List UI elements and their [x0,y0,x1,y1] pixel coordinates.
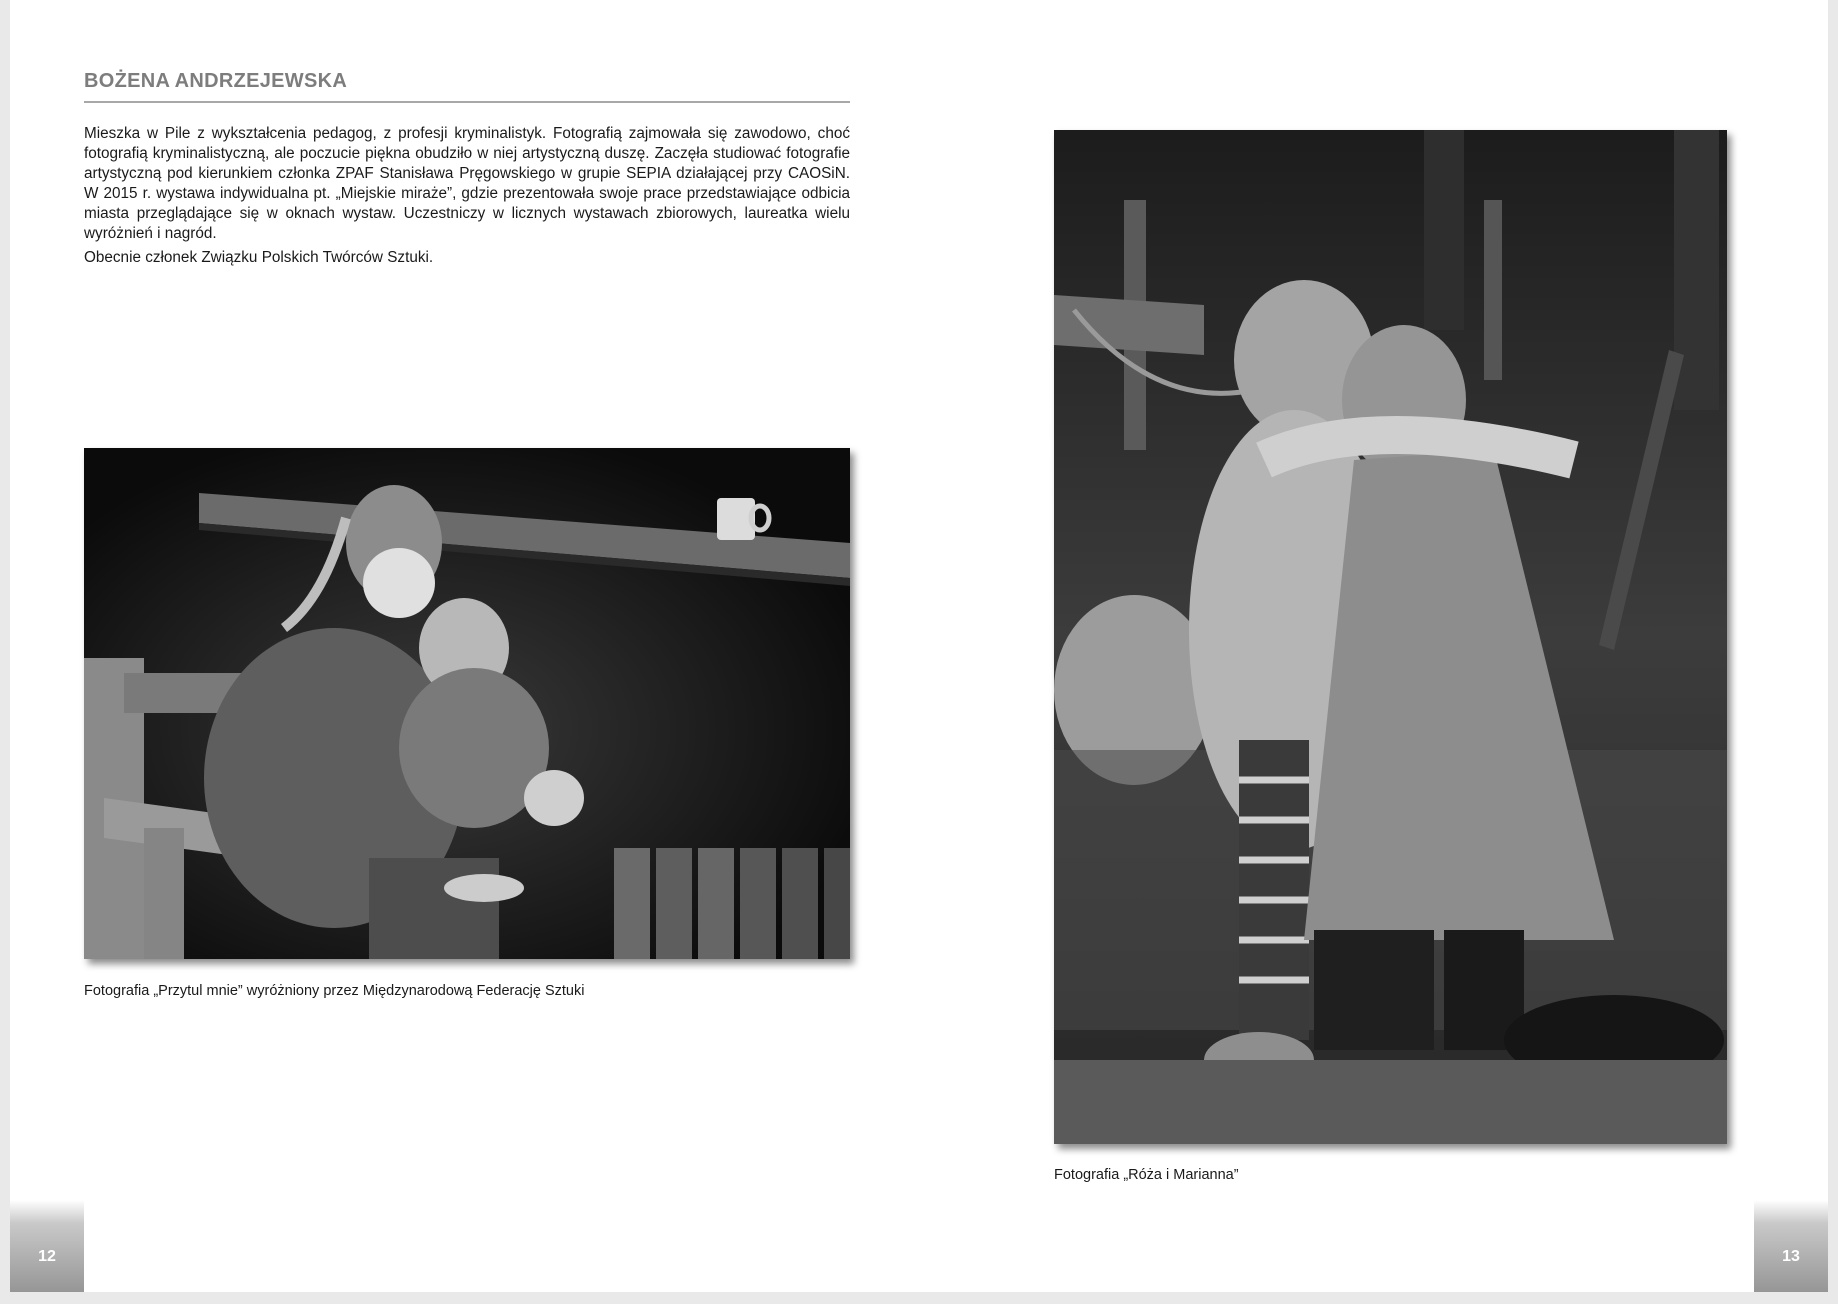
bio-paragraph: Obecnie członek Związku Polskich Twórców Sztuki. [84,249,434,266]
photo-roza-i-marianna [1054,130,1727,1144]
page-number: 12 [38,1248,56,1265]
author-name: BOŻENA ANDRZEJEWSKA [84,70,850,103]
page-number-tab [10,1200,84,1292]
photo-przytul-mnie [84,448,850,959]
left-page [10,0,919,1292]
photo-caption: Fotografia „Róża i Marianna” [1054,1167,1239,1183]
page-number: 13 [1782,1248,1800,1265]
author-bio [84,124,850,272]
book-spread [10,0,1828,1292]
bio-paragraph: Mieszka w Pile z wykształcenia pedagog, z profesji kryminalistyk. Fotografią zajmowała się zawodowo, choć fotografią kryminalistyczną, ale poczucie piękna obudziło w niej artystyczną duszę. Zaczęła studiować fotografie artystyczną pod kierunkiem członka ZPAF Stanisława Pręgowskiego w grupie SEPIA działającej przy CAOSiN. W 2015 r. wystawa indywidualna pt. „Miejskie miraże”, gdzie prezentowała swoje prace przedstawiające odbicia miasta przeglądające się w oknach wystaw. Uczestniczy w licznych wystawach zbiorowych, laureatka wielu wyróżnień i nagród. [84,125,850,242]
right-page [919,0,1828,1292]
page-number-tab [1754,1200,1828,1292]
photo-caption: Fotografia „Przytul mnie” wyróżniony przez Międzynarodową Federację Sztuki [84,983,585,999]
